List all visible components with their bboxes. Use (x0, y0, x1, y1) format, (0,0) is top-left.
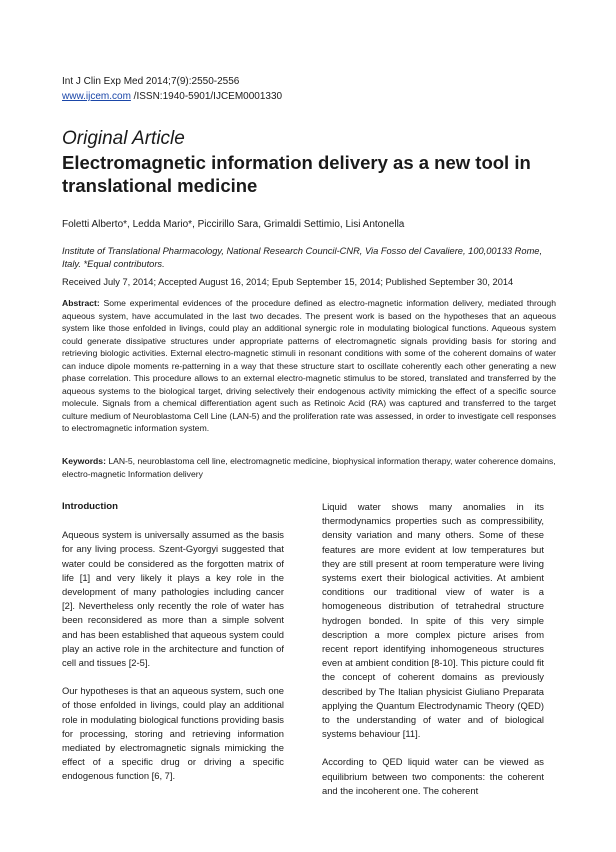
body-column-right (322, 500, 544, 812)
body-paragraph: Aqueous system is universally assumed as the basis for any living process. Szent-Gyorgyi suggested that water could be considered as the forgotten matrix of life [1] and very likely it plays a key role in the development of many pathologies including cancer [2]. Nevertheless only recently the role of water has been reconsidered as more than a simple solvent and has been established that aqueous system could play an active role in the architecture and function of cell and tissues [2-5]. (62, 529, 284, 669)
journal-citation: Int J Clin Exp Med 2014;7(9):2550-2556 (62, 76, 240, 87)
abstract-text: Some experimental evidences of the procedure defined as electro-magnetic information delivery, mediated through aqueous system, have accumulated in the last two decades. The present work is based on the hypotheses that an aqueous system like those enfolded in livings, could play an additional synergic role in modulating biological functions. Aqueous system could generate dissipative structures under appropriate patterns of electromagnetic signals providing basis for storing and retrieving biologic activities. External electro-magnetic stimuli in resonant conditions with some of the coherent domains of water can induce dipole moments re-patterning in a way that these structure start to oscillate coherently each other generating a new phase correlation. This procedure allows to an external electro-magnetic stimulus to be stored, translated and transferred by the aqueous systems to the biological target, driving selectively their endogenous activity mimicking the effect of a specific source molecule. Signals from a chemical differentiation agent such as Retinoic Acid (RA) was captured and transferred to the target culture medium of Neuroblastoma Cell Line (LAN-5) and the proliferation rate was assessed, in order to investigate cell responses to electromagnetic information system. (62, 298, 556, 433)
body-paragraph: Liquid water shows many anomalies in its thermodynamics properties such as compressibility, density variation and many others. Some of these features are more evident at low temperatures but they are still present at room temperature were living systems exert their biological activities. At ambient conditions our traditional view of water is a homogeneous distribution of tetrahedral structure hydrogen bonded. In spite of this very simple description a more complex picture arises from recent report identifying inhomogeneous structures even at ambient condition [8-10]. This picture could fit the concept of coherent domains as previously described by The Italian physicist Giuliano Preparata applying the Quantum Electrodynamic Theory (QED) to the understanding of water and of biological systems behaviour [11]. (322, 501, 544, 740)
abstract-label: Abstract: (62, 298, 100, 308)
publication-dates: Received July 7, 2014; Accepted August 16, 2014; Epub September 15, 2014; Published September 30, 2014 (62, 277, 514, 287)
abstract (62, 297, 556, 435)
article-title: Electromagnetic information delivery as a new tool in translational medicine (62, 152, 531, 196)
keywords (62, 455, 556, 480)
keywords-text: LAN-5, neuroblastoma cell line, electromagnetic medicine, biophysical information therapy, water coherence domains, electro-magnetic Information delivery (62, 456, 556, 479)
article-type: Original Article (62, 128, 185, 149)
body-column-left (62, 500, 284, 798)
author-affiliation: Institute of Translational Pharmacology, National Research Council-CNR, Via Fosso del Cavaliere, 100,00133 Rome, Italy. *Equal contributors. (62, 246, 543, 269)
journal-issn: /ISSN:1940-5901/IJCEM0001330 (130, 91, 283, 102)
journal-website-link[interactable]: www.ijcem.com (62, 91, 131, 102)
author-list: Foletti Alberto*, Ledda Mario*, Piccirillo Sara, Grimaldi Settimio, Lisi Antonella (62, 219, 405, 230)
journal-link-line (62, 89, 282, 104)
introduction-heading: Introduction (62, 501, 118, 512)
journal-header (62, 74, 282, 104)
body-paragraph: According to QED liquid water can be viewed as equilibrium between two components: the coherent and the incoherent one. The coherent (322, 756, 544, 796)
body-paragraph: Our hypotheses is that an aqueous system, such one of those enfolded in livings, could play an additional role in modulating biological functions providing basis for processing, storing and retrieving information mediated by electromagnetic signals mimicking the effect of a specific drug or driving a specific endogenous function [6, 7]. (62, 685, 284, 782)
keywords-label: Keywords: (62, 456, 106, 466)
